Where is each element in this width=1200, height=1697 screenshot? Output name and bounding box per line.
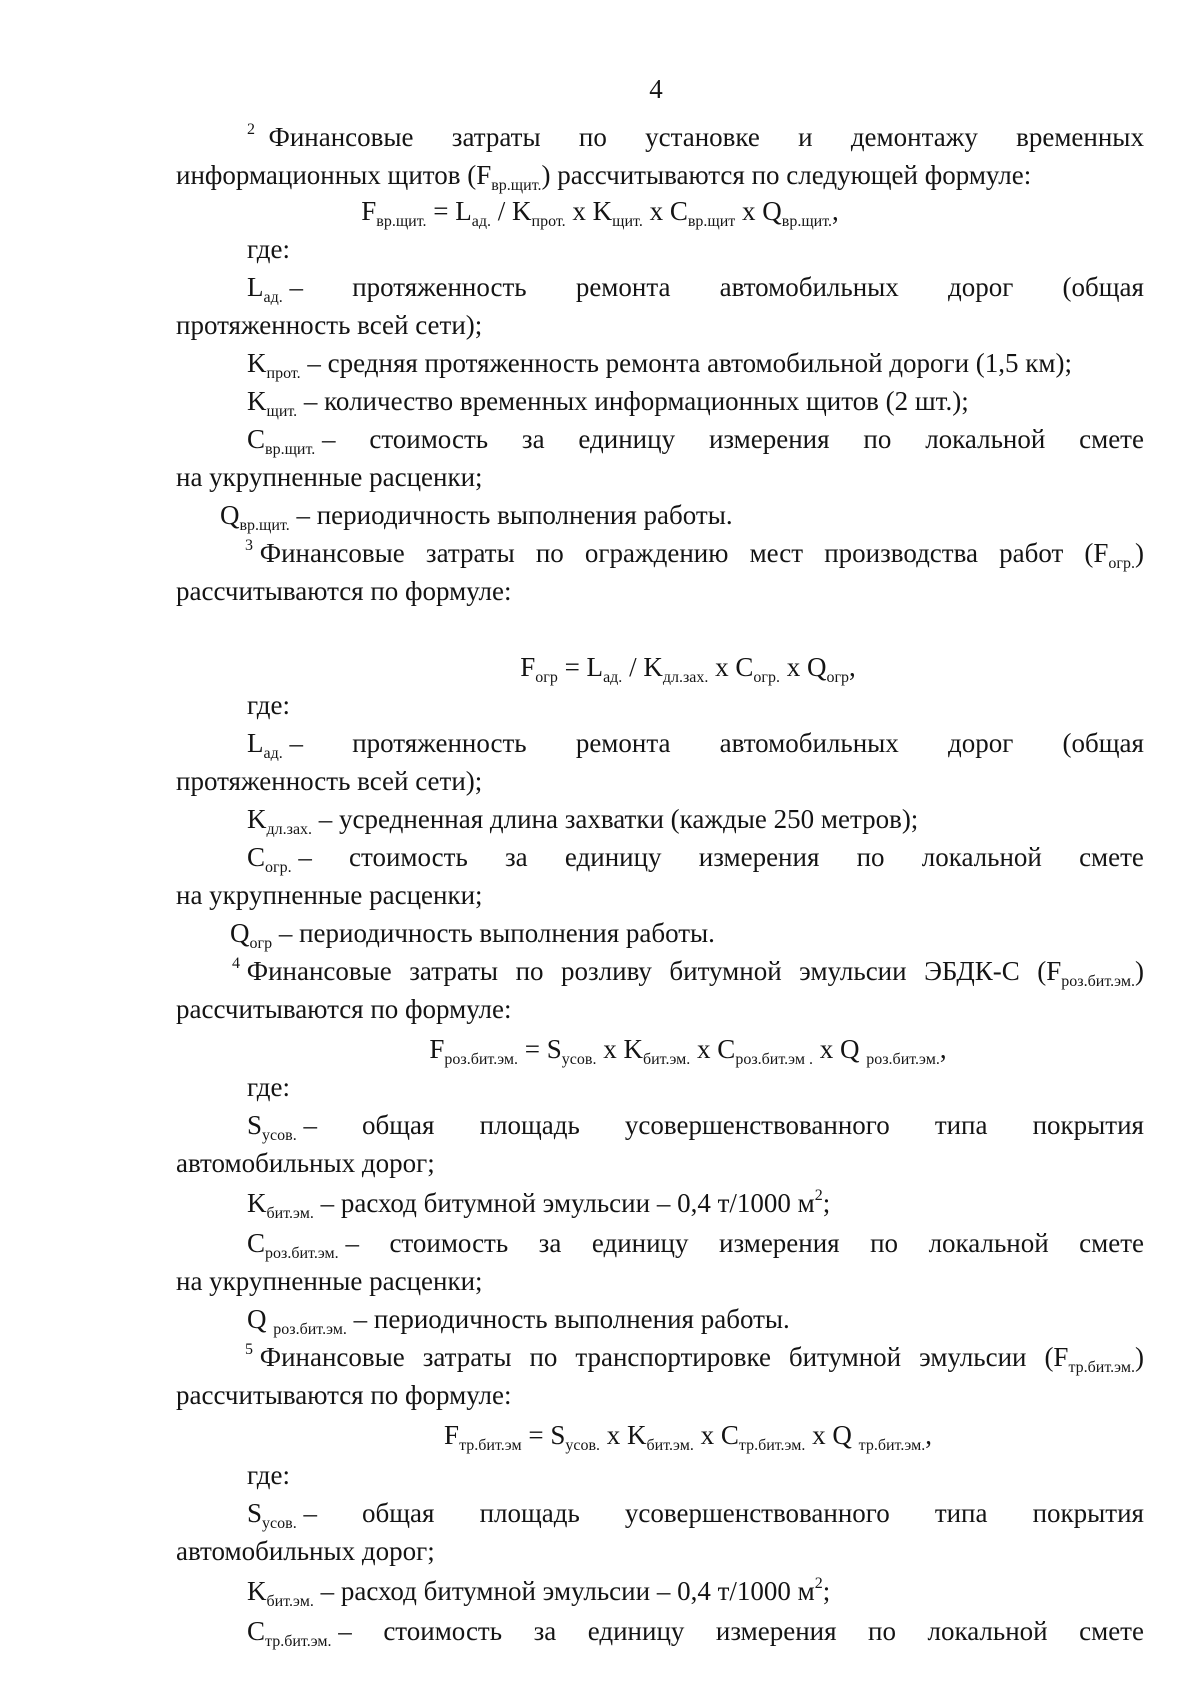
s4-footnote-mark: 4 xyxy=(232,955,240,972)
s3-def-K: $K_{дл.зах.}$ – усредненная длина захватки (каждые 250 метров); xyxy=(247,804,919,838)
s3-where: где: xyxy=(247,690,290,720)
page-number: 4 xyxy=(649,74,663,104)
s3-def-C-cont: на укрупненные расценки; xyxy=(176,880,483,910)
s3-formula: $F_{огр} = L_{ад.} / K_{дл.зах.}$ х $С_{огр.}$ х $Q_{огр}$, xyxy=(520,652,856,686)
s4-where: где: xyxy=(247,1072,290,1102)
word: временных xyxy=(1016,122,1144,152)
word: Финансовые xyxy=(268,122,414,152)
s2-intro-line2: информационных щитов $(F_{вр.щит.})$ рассчитываются по следующей формуле: xyxy=(176,160,1032,194)
s5-def-S: $S_{усов.}$ – общая площадь усовершенствованного типа покрытия xyxy=(247,1498,1144,1532)
s5-intro-line1: $^5$ Финансовые затраты по транспортировке битумной эмульсии $(F_{тр.бит.эм.})$ xyxy=(245,1341,1144,1376)
s3-intro-line1: $^3$ Финансовые затраты по ограждению мест производства работ $(F_{огр.})$ xyxy=(245,537,1144,572)
s3-def-C: $С_{огр.}$ – стоимость за единицу измерения по локальной смете xyxy=(247,842,1144,876)
s3-footnote-mark: 3 xyxy=(245,537,253,554)
s3-def-L: $L_{ад.}$ – протяженность ремонта автомобильных дорог (общая xyxy=(247,728,1144,762)
s2-def-Q: $Q_{вр.щит.}$ – периодичность выполнения работы. xyxy=(220,500,733,534)
s3-intro-line2: рассчитываются по формуле: xyxy=(176,576,512,606)
s2-def-C-cont: на укрупненные расценки; xyxy=(176,462,483,492)
s4-def-C: $С_{роз.бит.эм.}$ – стоимость за единицу измерения по локальной смете xyxy=(247,1228,1144,1262)
s5-where: где: xyxy=(247,1460,290,1490)
word: демонтажу xyxy=(850,122,978,152)
s5-def-K: $K_{бит.эм.}$ – расход битумной эмульсии – 0,4 т/1000 $м^2$; xyxy=(247,1575,831,1610)
word: установке xyxy=(645,122,760,152)
s2-formula: $F_{вр.щит.} = L_{ад.} / K_{прот.}$ х $K_{щит.}$ х $С_{вр.щит}$ х $Q_{вр.щит.}$, xyxy=(361,196,839,230)
word: и xyxy=(798,122,813,152)
s5-def-S-cont: автомобильных дорог; xyxy=(176,1536,435,1566)
s4-def-K: $K_{бит.эм.}$ – расход битумной эмульсии – 0,4 т/1000 $м^2$; xyxy=(247,1187,831,1222)
s5-intro-line2: рассчитываются по формуле: xyxy=(176,1380,512,1410)
word: затраты xyxy=(451,122,541,152)
s4-def-Q: Q $_{роз.бит.эм.}$ – периодичность выполнения работы. xyxy=(247,1304,790,1338)
s2-intro-line1 xyxy=(247,120,1144,154)
s2-def-L-cont: протяженность всей сети); xyxy=(176,310,483,340)
s2-def-C: $С_{вр.щит.}$ – стоимость за единицу измерения по локальной смете xyxy=(247,424,1144,458)
s2-def-K2: $K_{щит.}$ – количество временных информационных щитов (2 шт.); xyxy=(247,386,969,420)
s3-def-Q: $Q_{огр}$ – периодичность выполнения работы. xyxy=(230,918,715,952)
s5-footnote-mark: 5 xyxy=(245,1341,253,1358)
s3-def-L-cont: протяженность всей сети); xyxy=(176,766,483,796)
s2-def-L: $L_{ад.}$ – протяженность ремонта автомобильных дорог (общая xyxy=(247,272,1144,306)
s4-def-S: $S_{усов.}$ – общая площадь усовершенствованного типа покрытия xyxy=(247,1110,1144,1144)
s2-where: где: xyxy=(247,234,290,264)
word: по xyxy=(578,122,607,152)
s4-formula: $F_{роз.бит.эм.} = S_{усов.}$ х $K_{бит.эм.}$ х $С_{роз.бит.эм .}$ х Q $_{роз.бит.эм.}$, xyxy=(429,1034,947,1068)
s2-def-K1: $K_{прот.}$ – средняя протяженность ремонта автомобильной дороги (1,5 км); xyxy=(247,348,1072,382)
s2-footnote-mark: 2 xyxy=(247,121,255,138)
s4-intro-line2: рассчитываются по формуле: xyxy=(176,994,512,1024)
s4-def-S-cont: автомобильных дорог; xyxy=(176,1148,435,1178)
s4-def-C-cont: на укрупненные расценки; xyxy=(176,1266,483,1296)
s4-intro-line1: $^4$ Финансовые затраты по розливу битумной эмульсии ЭБДК-С $(F_{роз.бит.эм.})$ xyxy=(232,955,1144,990)
s5-def-C: $С_{тр.бит.эм.}$ – стоимость за единицу измерения по локальной смете xyxy=(247,1616,1144,1650)
s5-formula: $F_{тр.бит.эм} = S_{усов.}$ х $K_{бит.эм.}$ х $С_{тр.бит.эм.}$ х Q $_{тр.бит.эм.}$, xyxy=(444,1420,932,1454)
